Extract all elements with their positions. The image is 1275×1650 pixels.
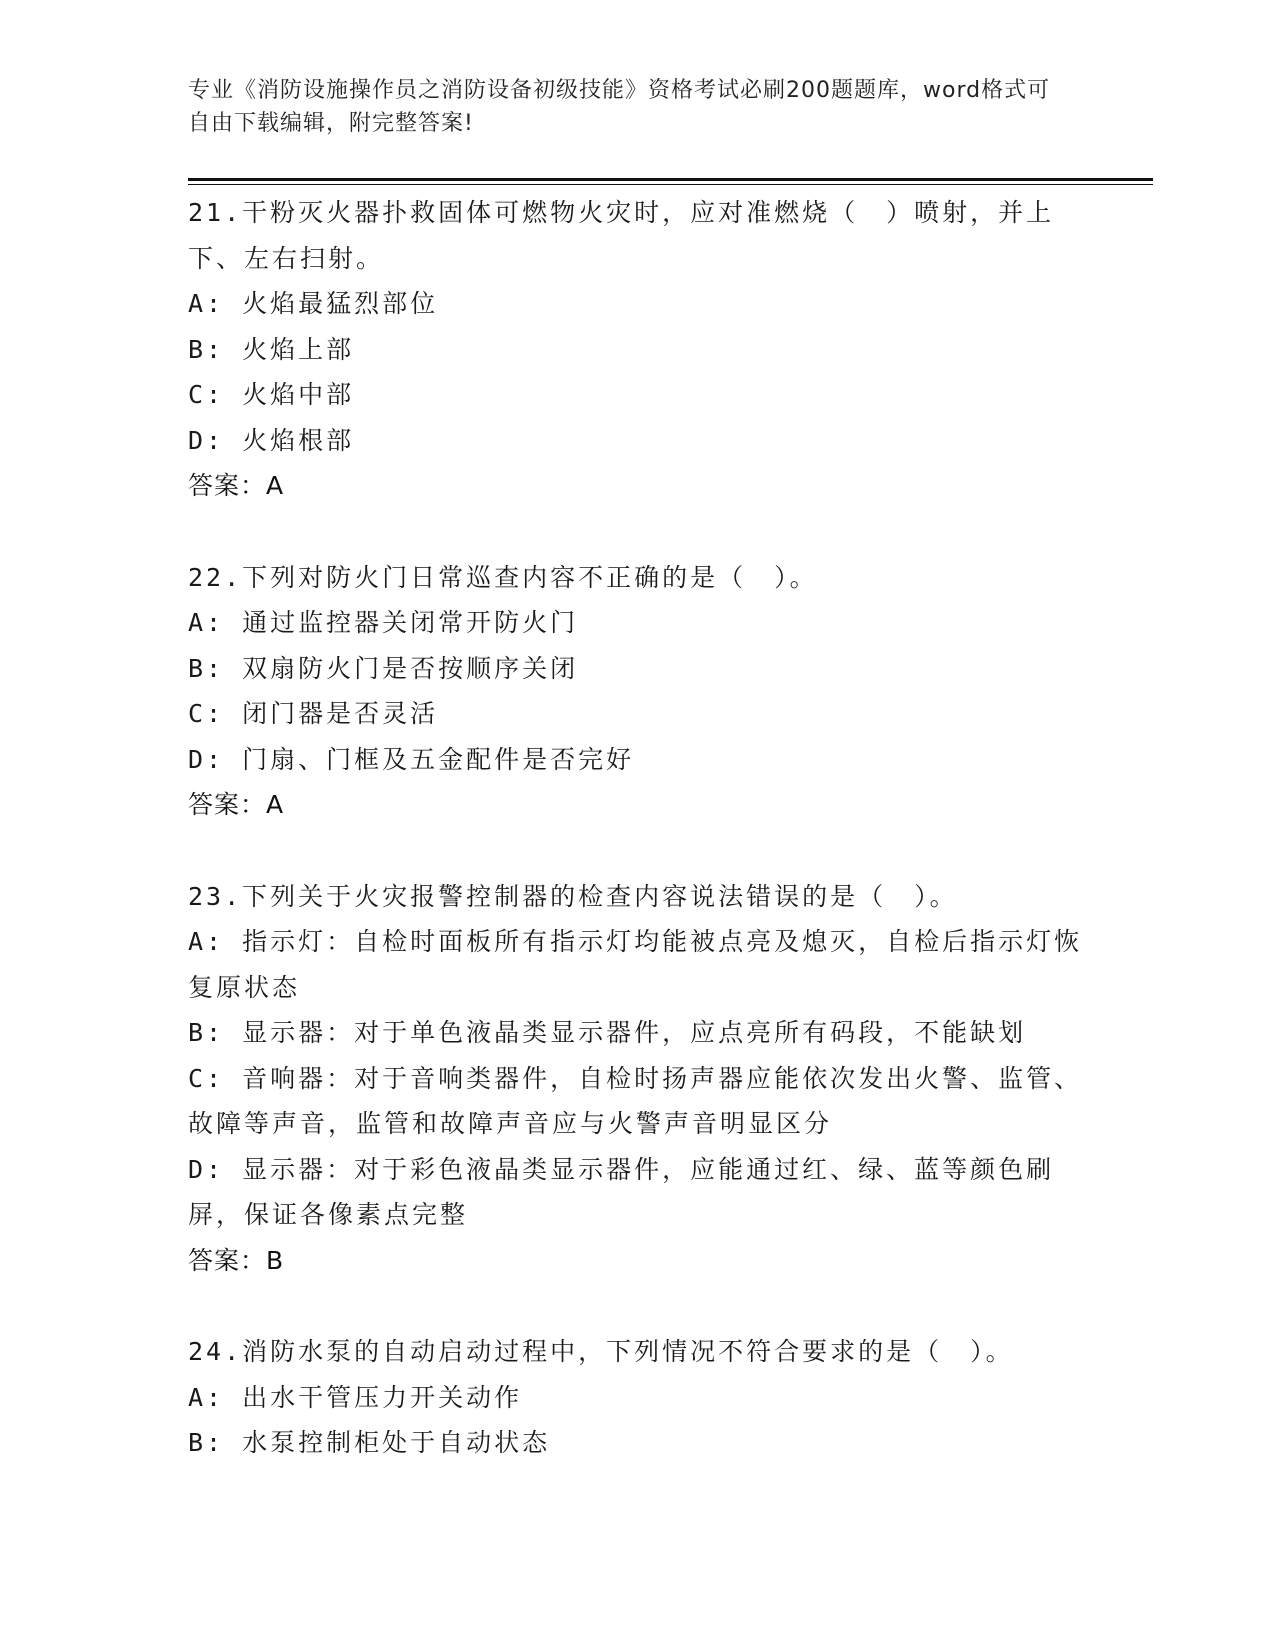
header-divider-thick [188, 178, 1153, 181]
question-stem: 21.干粉灭火器扑救固体可燃物火灾时，应对准燃烧（ ）喷射，并上下、左右扫射。 [188, 198, 1055, 273]
option-c: C: 火焰中部 [188, 380, 355, 409]
option-d: D: 门扇、门框及五金配件是否完好 [188, 744, 635, 774]
option-b: B: 双扇防火门是否按顺序关闭 [188, 653, 579, 683]
option-c: C: 闭门器是否灵活 [188, 699, 439, 728]
question-stem: 23.下列关于火灾报警控制器的检查内容说法错误的是（ ）。 [188, 881, 958, 911]
question-24 [188, 1329, 1088, 1466]
option-c: C: 音响器：对于音响类器件，自检时扬声器应能依次发出火警、监管、故障等声音，监管和故障声音应与火警声音明显区分 [188, 1063, 1083, 1138]
header-divider-thin [188, 184, 1153, 185]
question-21 [188, 190, 1088, 509]
option-d: D: 显示器：对于彩色液晶类显示器件，应能通过红、绿、蓝等颜色刷屏，保证各像素点完整 [188, 1154, 1055, 1229]
option-b: B: 水泵控制柜处于自动状态 [188, 1428, 551, 1457]
option-a: A: 指示灯：自检时面板所有指示灯均能被点亮及熄灭，自检后指示灯恢复原状态 [188, 927, 1083, 1002]
answer-line: 答案：B [188, 1245, 285, 1275]
answer-line: 答案：A [188, 790, 285, 819]
document-header: 专业《消防设施操作员之消防设备初级技能》资格考试必刷200题题库，word格式可自由下载编辑，附完整答案! [188, 78, 1051, 136]
option-d: D: 火焰根部 [188, 425, 355, 455]
option-a: A: 火焰最猛烈部位 [188, 289, 439, 318]
option-b: B: 显示器：对于单色液晶类显示器件，应点亮所有码段，不能缺划 [188, 1018, 1027, 1047]
option-b: B: 火焰上部 [188, 334, 355, 364]
question-22 [188, 555, 1088, 828]
option-a: A: 通过监控器关闭常开防火门 [188, 608, 579, 637]
question-list [188, 190, 1088, 1512]
option-a: A: 出水干管压力开关动作 [188, 1382, 523, 1412]
answer-line: 答案：A [188, 471, 285, 500]
question-stem: 22.下列对防火门日常巡查内容不正确的是（ ）。 [188, 562, 818, 592]
question-stem: 24.消防水泵的自动启动过程中，下列情况不符合要求的是（ ）。 [188, 1337, 1014, 1366]
question-23 [188, 874, 1088, 1284]
